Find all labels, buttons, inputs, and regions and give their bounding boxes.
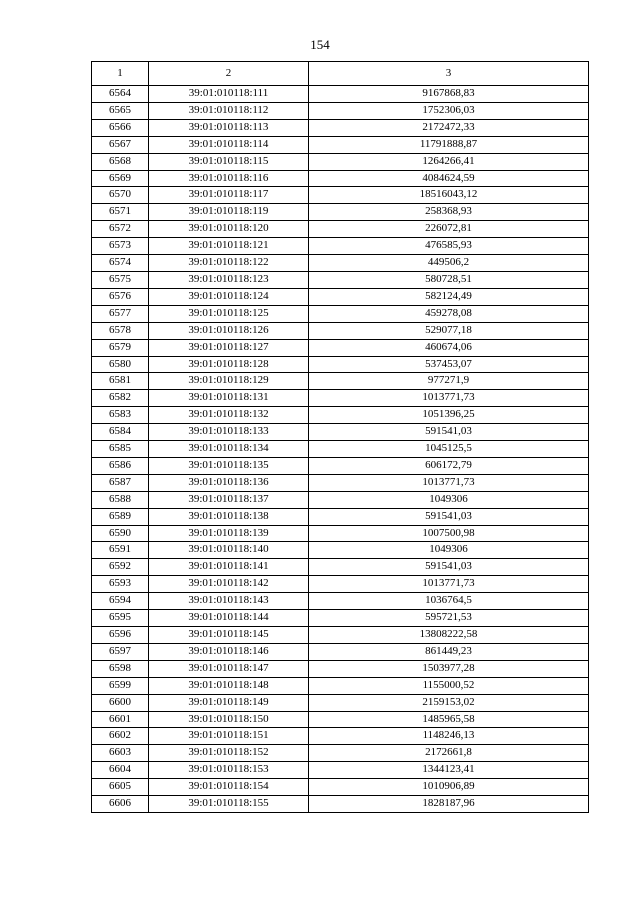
value-cell: 258368,93	[309, 204, 589, 221]
table-header-row	[92, 62, 589, 86]
table-row	[92, 170, 589, 187]
value-cell: 11791888,87	[309, 136, 589, 153]
table-row	[92, 102, 589, 119]
value-cell: 1148246,13	[309, 728, 589, 745]
cadastral-number-cell: 39:01:010118:116	[149, 170, 309, 187]
cadastral-number-cell: 39:01:010118:113	[149, 119, 309, 136]
table-row	[92, 508, 589, 525]
table-row	[92, 305, 589, 322]
row-number-cell: 6598	[92, 660, 149, 677]
value-cell: 1155000,52	[309, 677, 589, 694]
cadastral-number-cell: 39:01:010118:138	[149, 508, 309, 525]
table-row	[92, 271, 589, 288]
row-number-cell: 6566	[92, 119, 149, 136]
row-number-cell: 6580	[92, 356, 149, 373]
value-cell: 1036764,5	[309, 593, 589, 610]
value-cell: 459278,08	[309, 305, 589, 322]
table-row	[92, 288, 589, 305]
cadastral-number-cell: 39:01:010118:124	[149, 288, 309, 305]
cadastral-number-cell: 39:01:010118:148	[149, 677, 309, 694]
table-row	[92, 728, 589, 745]
cadastral-number-cell: 39:01:010118:135	[149, 457, 309, 474]
cadastral-number-cell: 39:01:010118:119	[149, 204, 309, 221]
value-cell: 606172,79	[309, 457, 589, 474]
table-row	[92, 441, 589, 458]
row-number-cell: 6584	[92, 424, 149, 441]
cadastral-number-cell: 39:01:010118:143	[149, 593, 309, 610]
table-row	[92, 373, 589, 390]
cadastral-number-cell: 39:01:010118:136	[149, 474, 309, 491]
row-number-cell: 6597	[92, 643, 149, 660]
column-header-1: 1	[92, 62, 149, 86]
value-cell: 460674,06	[309, 339, 589, 356]
row-number-cell: 6603	[92, 745, 149, 762]
table-row	[92, 153, 589, 170]
table-row	[92, 424, 589, 441]
value-cell: 595721,53	[309, 610, 589, 627]
row-number-cell: 6592	[92, 559, 149, 576]
row-number-cell: 6565	[92, 102, 149, 119]
data-table	[91, 61, 589, 813]
table-row	[92, 593, 589, 610]
table-row	[92, 745, 589, 762]
cadastral-number-cell: 39:01:010118:131	[149, 390, 309, 407]
table-row	[92, 457, 589, 474]
cadastral-number-cell: 39:01:010118:122	[149, 255, 309, 272]
row-number-cell: 6572	[92, 221, 149, 238]
row-number-cell: 6571	[92, 204, 149, 221]
table-row	[92, 627, 589, 644]
table-row	[92, 474, 589, 491]
page-number: 154	[310, 37, 330, 52]
row-number-cell: 6587	[92, 474, 149, 491]
value-cell: 2172472,33	[309, 119, 589, 136]
cadastral-number-cell: 39:01:010118:117	[149, 187, 309, 204]
row-number-cell: 6595	[92, 610, 149, 627]
row-number-cell: 6585	[92, 441, 149, 458]
row-number-cell: 6594	[92, 593, 149, 610]
cadastral-number-cell: 39:01:010118:112	[149, 102, 309, 119]
value-cell: 1051396,25	[309, 407, 589, 424]
value-cell: 449506,2	[309, 255, 589, 272]
row-number-cell: 6606	[92, 796, 149, 813]
value-cell: 580728,51	[309, 271, 589, 288]
value-cell: 13808222,58	[309, 627, 589, 644]
value-cell: 1264266,41	[309, 153, 589, 170]
row-number-cell: 6579	[92, 339, 149, 356]
value-cell: 582124,49	[309, 288, 589, 305]
table-row	[92, 576, 589, 593]
row-number-cell: 6583	[92, 407, 149, 424]
table-row	[92, 525, 589, 542]
cadastral-number-cell: 39:01:010118:149	[149, 694, 309, 711]
cadastral-number-cell: 39:01:010118:151	[149, 728, 309, 745]
value-cell: 4084624,59	[309, 170, 589, 187]
cadastral-number-cell: 39:01:010118:129	[149, 373, 309, 390]
table-row	[92, 339, 589, 356]
cadastral-number-cell: 39:01:010118:127	[149, 339, 309, 356]
value-cell: 591541,03	[309, 559, 589, 576]
cadastral-number-cell: 39:01:010118:139	[149, 525, 309, 542]
value-cell: 1013771,73	[309, 576, 589, 593]
value-cell: 1013771,73	[309, 474, 589, 491]
row-number-cell: 6589	[92, 508, 149, 525]
value-cell: 977271,9	[309, 373, 589, 390]
row-number-cell: 6576	[92, 288, 149, 305]
value-cell: 1752306,03	[309, 102, 589, 119]
cadastral-number-cell: 39:01:010118:141	[149, 559, 309, 576]
value-cell: 529077,18	[309, 322, 589, 339]
cadastral-number-cell: 39:01:010118:128	[149, 356, 309, 373]
table-row	[92, 559, 589, 576]
row-number-cell: 6582	[92, 390, 149, 407]
value-cell: 1013771,73	[309, 390, 589, 407]
value-cell: 1049306	[309, 491, 589, 508]
value-cell: 2159153,02	[309, 694, 589, 711]
value-cell: 1344123,41	[309, 762, 589, 779]
value-cell: 9167868,83	[309, 86, 589, 103]
table-row	[92, 390, 589, 407]
table-row	[92, 711, 589, 728]
row-number-cell: 6570	[92, 187, 149, 204]
value-cell: 591541,03	[309, 424, 589, 441]
table-row	[92, 204, 589, 221]
table-row	[92, 356, 589, 373]
row-number-cell: 6569	[92, 170, 149, 187]
table-row	[92, 694, 589, 711]
table-row	[92, 796, 589, 813]
cadastral-number-cell: 39:01:010118:144	[149, 610, 309, 627]
row-number-cell: 6581	[92, 373, 149, 390]
table-row	[92, 610, 589, 627]
cadastral-number-cell: 39:01:010118:147	[149, 660, 309, 677]
value-cell: 1049306	[309, 542, 589, 559]
table-row	[92, 660, 589, 677]
column-header-3: 3	[309, 62, 589, 86]
value-cell: 1828187,96	[309, 796, 589, 813]
cadastral-number-cell: 39:01:010118:152	[149, 745, 309, 762]
table-row	[92, 542, 589, 559]
row-number-cell: 6596	[92, 627, 149, 644]
cadastral-number-cell: 39:01:010118:133	[149, 424, 309, 441]
cadastral-number-cell: 39:01:010118:132	[149, 407, 309, 424]
row-number-cell: 6578	[92, 322, 149, 339]
row-number-cell: 6590	[92, 525, 149, 542]
row-number-cell: 6591	[92, 542, 149, 559]
cadastral-number-cell: 39:01:010118:111	[149, 86, 309, 103]
value-cell: 1485965,58	[309, 711, 589, 728]
table-row	[92, 407, 589, 424]
row-number-cell: 6588	[92, 491, 149, 508]
table-row	[92, 119, 589, 136]
cadastral-number-cell: 39:01:010118:115	[149, 153, 309, 170]
value-cell: 537453,07	[309, 356, 589, 373]
table-row	[92, 86, 589, 103]
cadastral-number-cell: 39:01:010118:145	[149, 627, 309, 644]
value-cell: 1503977,28	[309, 660, 589, 677]
row-number-cell: 6586	[92, 457, 149, 474]
row-number-cell: 6574	[92, 255, 149, 272]
row-number-cell: 6602	[92, 728, 149, 745]
table-row	[92, 255, 589, 272]
cadastral-number-cell: 39:01:010118:137	[149, 491, 309, 508]
cadastral-number-cell: 39:01:010118:150	[149, 711, 309, 728]
cadastral-number-cell: 39:01:010118:120	[149, 221, 309, 238]
table-row	[92, 238, 589, 255]
value-cell: 2172661,8	[309, 745, 589, 762]
table-row	[92, 762, 589, 779]
row-number-cell: 6567	[92, 136, 149, 153]
row-number-cell: 6601	[92, 711, 149, 728]
cadastral-number-cell: 39:01:010118:140	[149, 542, 309, 559]
value-cell: 591541,03	[309, 508, 589, 525]
table-row	[92, 221, 589, 238]
value-cell: 1010906,89	[309, 779, 589, 796]
cadastral-number-cell: 39:01:010118:126	[149, 322, 309, 339]
cadastral-number-cell: 39:01:010118:155	[149, 796, 309, 813]
cadastral-number-cell: 39:01:010118:154	[149, 779, 309, 796]
row-number-cell: 6604	[92, 762, 149, 779]
value-cell: 1045125,5	[309, 441, 589, 458]
row-number-cell: 6568	[92, 153, 149, 170]
cadastral-number-cell: 39:01:010118:153	[149, 762, 309, 779]
cadastral-number-cell: 39:01:010118:123	[149, 271, 309, 288]
table-row	[92, 491, 589, 508]
table-row	[92, 779, 589, 796]
value-cell: 861449,23	[309, 643, 589, 660]
row-number-cell: 6575	[92, 271, 149, 288]
table-row	[92, 322, 589, 339]
cadastral-number-cell: 39:01:010118:146	[149, 643, 309, 660]
cadastral-number-cell: 39:01:010118:114	[149, 136, 309, 153]
value-cell: 476585,93	[309, 238, 589, 255]
table-row	[92, 677, 589, 694]
value-cell: 1007500,98	[309, 525, 589, 542]
table-body	[92, 86, 589, 813]
row-number-cell: 6599	[92, 677, 149, 694]
value-cell: 18516043,12	[309, 187, 589, 204]
row-number-cell: 6577	[92, 305, 149, 322]
cadastral-number-cell: 39:01:010118:142	[149, 576, 309, 593]
row-number-cell: 6600	[92, 694, 149, 711]
table-row	[92, 136, 589, 153]
table-row	[92, 187, 589, 204]
value-cell: 226072,81	[309, 221, 589, 238]
cadastral-number-cell: 39:01:010118:125	[149, 305, 309, 322]
row-number-cell: 6593	[92, 576, 149, 593]
row-number-cell: 6605	[92, 779, 149, 796]
column-header-2: 2	[149, 62, 309, 86]
cadastral-number-cell: 39:01:010118:134	[149, 441, 309, 458]
table-row	[92, 643, 589, 660]
cadastral-number-cell: 39:01:010118:121	[149, 238, 309, 255]
row-number-cell: 6573	[92, 238, 149, 255]
row-number-cell: 6564	[92, 86, 149, 103]
